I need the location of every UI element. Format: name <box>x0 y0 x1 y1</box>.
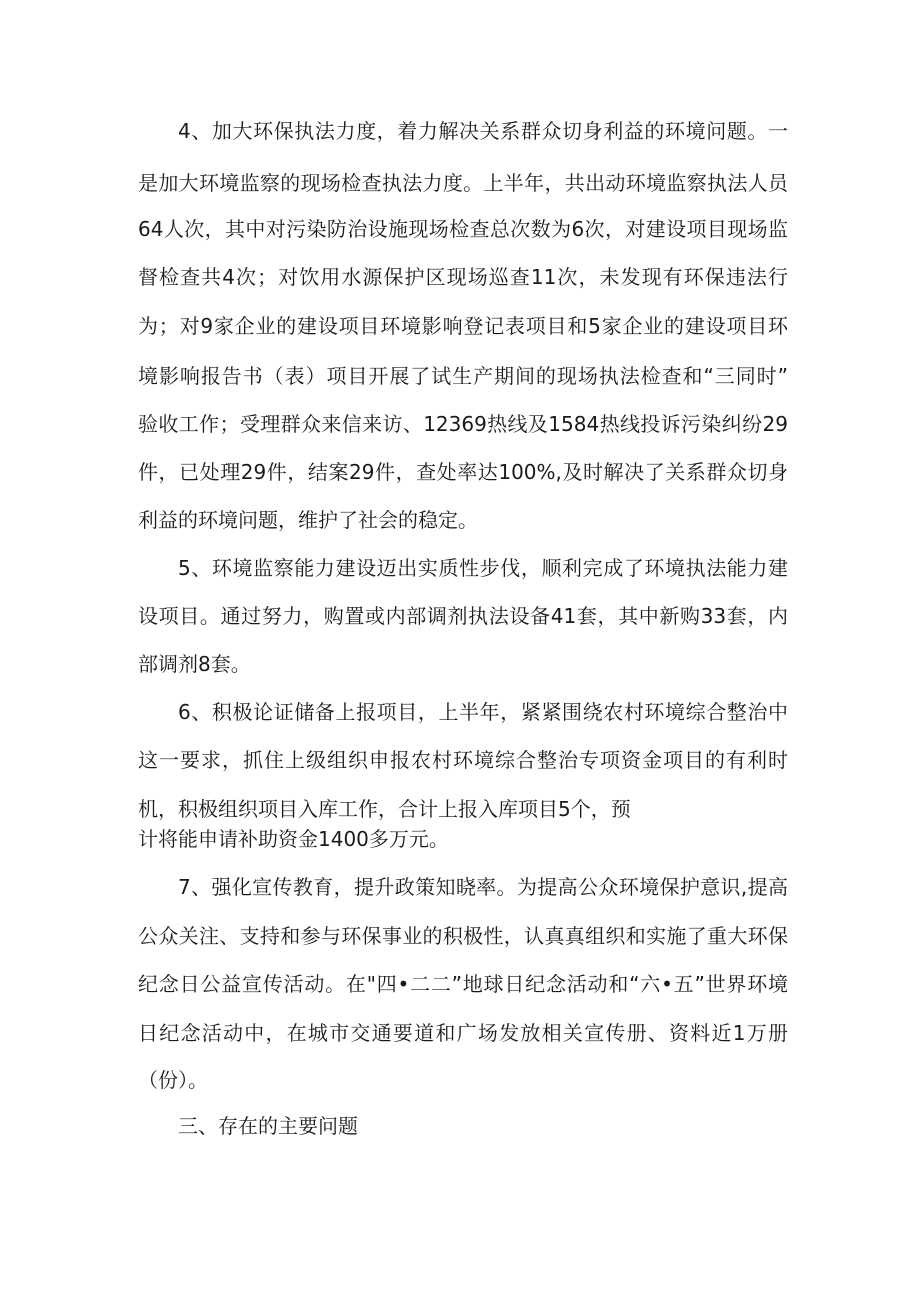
paragraph-7-line-1: 7、强化宣传教育，提升政策知晓率。为提高公众环境保护意识,提高 <box>178 875 788 899</box>
paragraph-4-line-5: 为；对9家企业的建设项目环境影响登记表项目和5家企业的建设项目环 <box>138 314 788 338</box>
paragraph-6-line-1: 6、积极论证储备上报项目，上半年，紧紧围绕农村环境综合整治中 <box>178 700 788 724</box>
paragraph-4-line-3: 64人次，其中对污染防治设施现场检查总次数为6次，对建设项目现场监 <box>138 217 788 241</box>
paragraph-5-line-3: 部调剂8套。 <box>138 652 251 676</box>
paragraph-7-line-4: 日纪念活动中，在城市交通要道和广场发放相关宣传册、资料近1万册 <box>138 1021 788 1045</box>
section-heading: 三、存在的主要问题 <box>178 1114 358 1138</box>
paragraph-4-line-1: 4、加大环保执法力度，着力解决关系群众切身利益的环境问题。一 <box>178 119 788 143</box>
paragraph-7-line-2: 公众关注、支持和参与环保事业的积极性，认真真组织和实施了重大环保 <box>138 924 788 948</box>
paragraph-4-line-8: 件，已处理29件，结案29件，查处率达100%,及时解决了关系群众切身 <box>138 460 788 484</box>
paragraph-5-line-2: 设项目。通过努力，购置或内部调剂执法设备41套，其中新购33套，内 <box>138 604 788 628</box>
paragraph-6-line-2: 这一要求，抓住上级组织申报农村环境综合整治专项资金项目的有利时 <box>138 748 788 772</box>
paragraph-4-line-7: 验收工作；受理群众来信来访、12369热线及1584热线投诉污染纠纷29 <box>138 412 788 436</box>
paragraph-4-line-9: 利益的环境问题，维护了社会的稳定。 <box>138 508 478 532</box>
paragraph-6-line-4: 计将能申请补助资金1400多万元。 <box>138 827 449 851</box>
paragraph-7-line-3: 纪念日公益宣传活动。在"四•二二”地球日纪念活动和“六•五”世界环境 <box>138 972 788 996</box>
paragraph-5-line-1: 5、环境监察能力建设迈出实质性步伐，顺利完成了环境执法能力建 <box>178 556 788 580</box>
paragraph-4-line-2: 是加大环境监察的现场检查执法力度。上半年，共出动环境监察执法人员 <box>138 171 788 195</box>
paragraph-4-line-6: 境影响报告书（表）项目开展了试生产期间的现场执法检查和“三同时” <box>138 364 788 388</box>
paragraph-4-line-4: 督检查共4次；对饮用水源保护区现场巡查11次，未发现有环保违法行 <box>138 265 788 289</box>
paragraph-6-line-3: 机，积极组织项目入库工作，合计上报入库项目5个，预 <box>138 797 631 821</box>
paragraph-7-line-5: （份）。 <box>138 1068 208 1092</box>
